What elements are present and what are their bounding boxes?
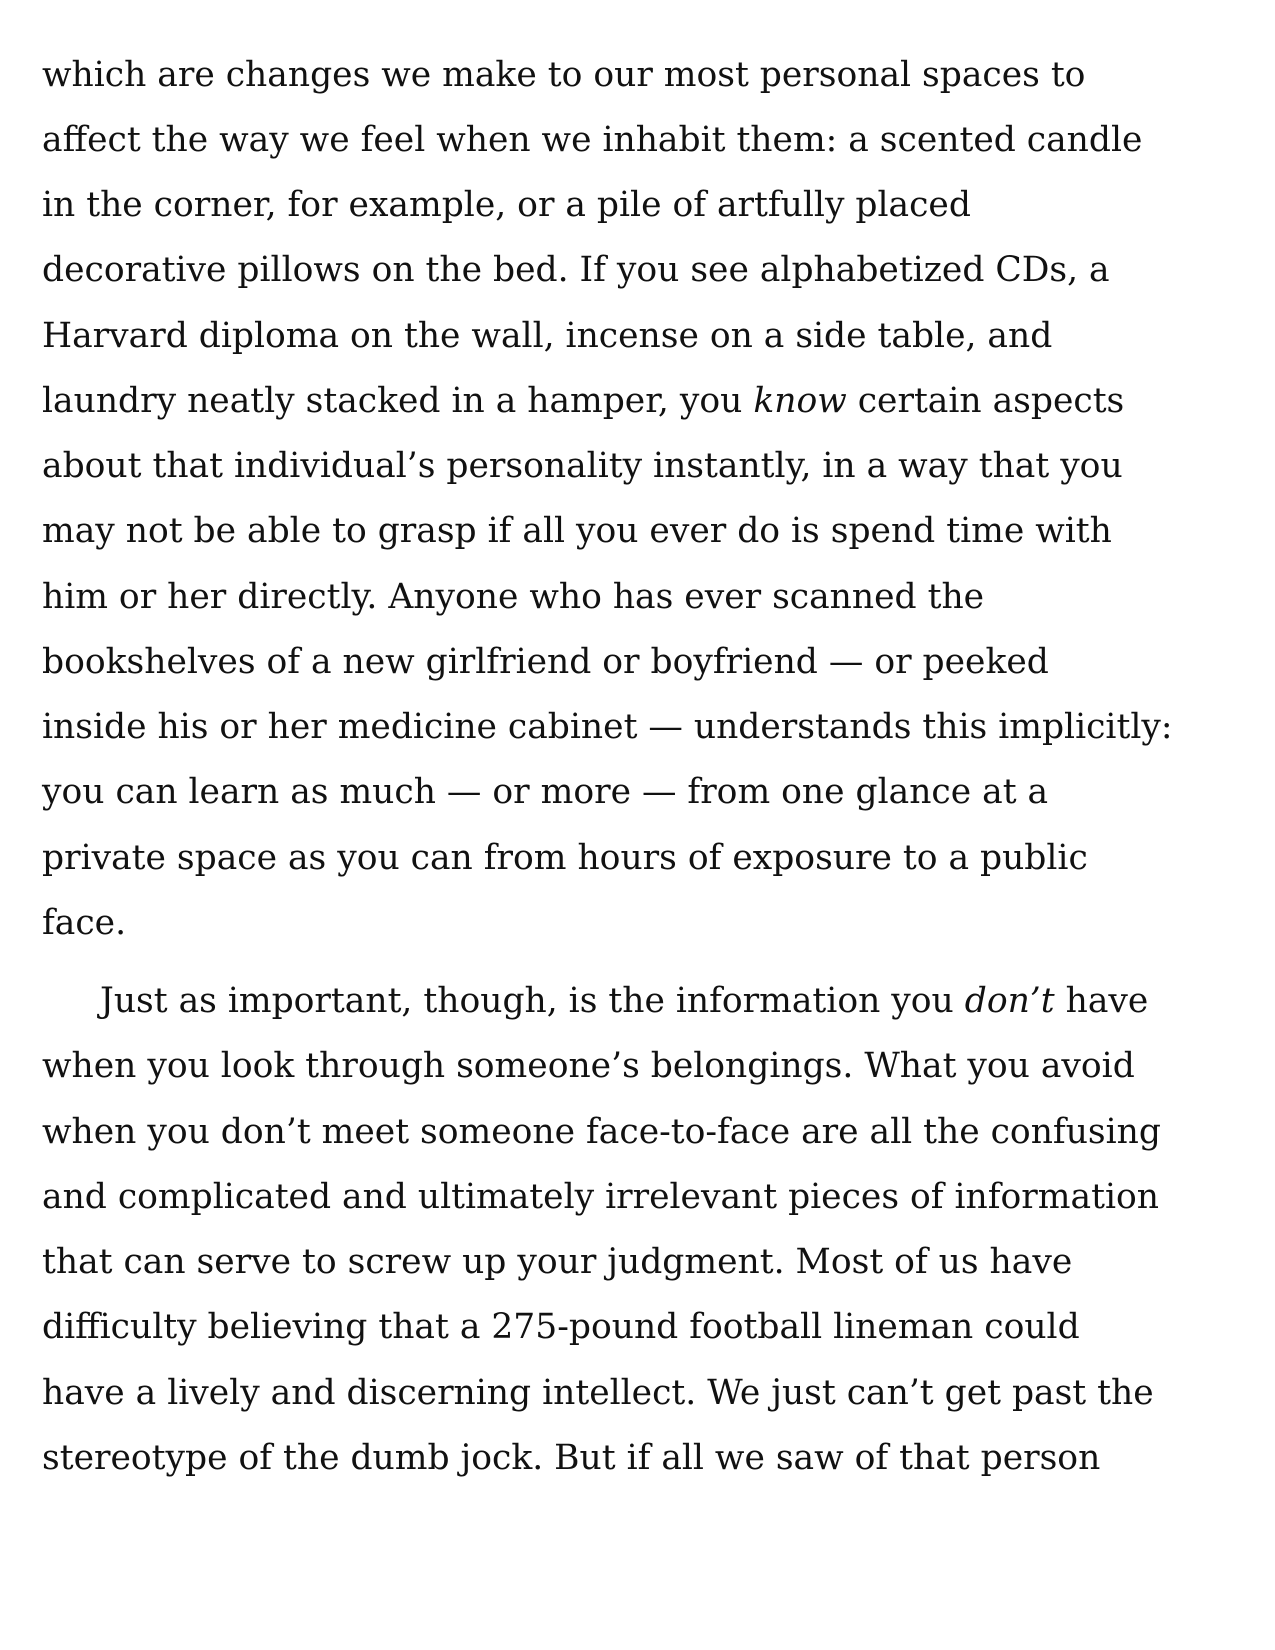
text-line: private space as you can from hours of exposure to a public xyxy=(42,838,1088,878)
text-line: that can serve to screw up your judgment. Most of us have xyxy=(42,1242,1073,1282)
text-line: Just as important, though, is the information you don’t have xyxy=(100,981,1149,1021)
text-line: Harvard diploma on the wall, incense on a side table, and xyxy=(42,316,1053,356)
text-line: have a lively and discerning intellect. We just can’t get past the xyxy=(42,1373,1154,1413)
text-line: about that individual’s personality instantly, in a way that you xyxy=(42,446,1123,486)
emphasis: know xyxy=(753,381,847,421)
text-line: which are changes we make to our most personal spaces to xyxy=(42,55,1086,95)
text-line: inside his or her medicine cabinet — understands this implicitly: xyxy=(42,707,1173,747)
text-line: bookshelves of a new girlfriend or boyfriend — or peeked xyxy=(42,642,1049,682)
emphasis: don’t xyxy=(964,981,1055,1021)
text-line: in the corner, for example, or a pile of artfully placed xyxy=(42,185,971,225)
text-line: face. xyxy=(42,903,127,943)
text-line: him or her directly. Anyone who has ever scanned the xyxy=(42,577,985,617)
text-line: difficulty believing that a 275-pound football lineman could xyxy=(42,1307,1080,1347)
text-line: and complicated and ultimately irrelevant pieces of information xyxy=(42,1177,1159,1217)
text-line: affect the way we feel when we inhabit them: a scented candle xyxy=(42,120,1143,160)
text-line: stereotype of the dumb jock. But if all we saw of that person xyxy=(42,1438,1101,1478)
text-line: when you don’t meet someone face-to-face are all the confusing xyxy=(42,1112,1161,1152)
text-line: you can learn as much — or more — from one glance at a xyxy=(42,772,1049,812)
text-line: may not be able to grasp if all you ever do is spend time with xyxy=(42,511,1112,551)
text-line: when you look through someone’s belongings. What you avoid xyxy=(42,1046,1135,1086)
text-line: laundry neatly stacked in a hamper, you know certain aspects xyxy=(42,381,1125,421)
text-line: decorative pillows on the bed. If you see alphabetized CDs, a xyxy=(42,250,1110,290)
